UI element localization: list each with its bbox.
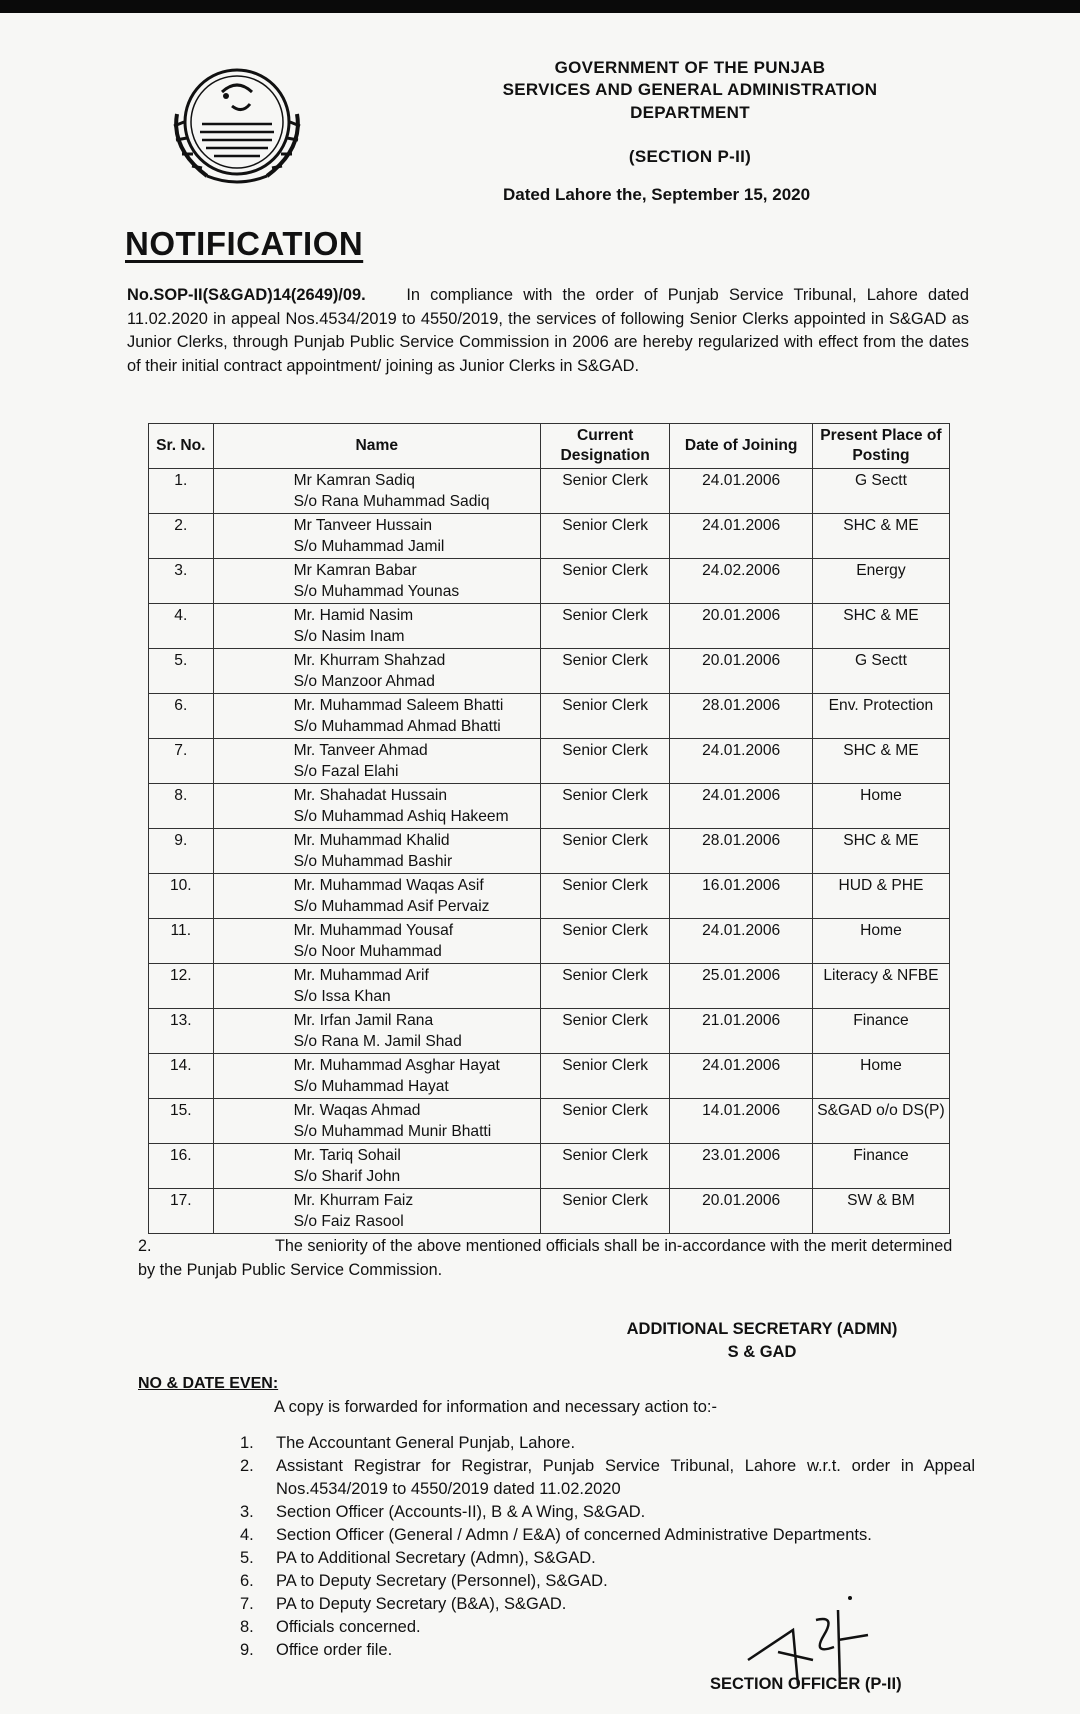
col-header-designation: Current Designation <box>540 424 669 469</box>
cell-designation: Senior Clerk <box>540 1054 669 1099</box>
cell-date-joining: 21.01.2006 <box>670 1009 812 1054</box>
employee-father-name: S/o Rana Muhammad Sadiq <box>293 493 490 510</box>
employee-father-name: S/o Manzoor Ahmad <box>293 673 435 690</box>
reference-number: No.SOP-II(S&GAD)14(2649)/09. <box>127 286 366 304</box>
cell-name <box>213 514 540 559</box>
header-date: Dated Lahore the, September 15, 2020 <box>503 185 811 204</box>
list-item-text: Office order file. <box>276 1641 393 1659</box>
list-item-number: 5. <box>240 1549 254 1567</box>
seniority-paragraph <box>138 1234 968 1282</box>
cell-name <box>213 1099 540 1144</box>
cell-sr: 13. <box>149 1009 214 1054</box>
document-title: NOTIFICATION <box>125 225 364 262</box>
cell-sr: 16. <box>149 1144 214 1189</box>
cell-place-posting: Home <box>812 919 949 964</box>
cell-date-joining: 23.01.2006 <box>670 1144 812 1189</box>
cell-name <box>213 1009 540 1054</box>
cell-place-posting: SHC & ME <box>812 739 949 784</box>
cell-name <box>213 919 540 964</box>
cell-date-joining: 28.01.2006 <box>670 829 812 874</box>
header-section: (SECTION P-II) <box>628 147 752 166</box>
col-header-place: Present Place of Posting <box>812 424 949 469</box>
list-item <box>240 1432 975 1455</box>
employee-name: Mr. Muhammad Khalid <box>293 832 450 849</box>
cell-designation: Senior Clerk <box>540 919 669 964</box>
cell-designation: Senior Clerk <box>540 874 669 919</box>
table-row <box>149 1099 950 1144</box>
cell-designation: Senior Clerk <box>540 784 669 829</box>
cell-place-posting: G Sectt <box>812 649 949 694</box>
table-row <box>149 739 950 784</box>
employee-name: Mr Tanveer Hussain <box>293 517 432 534</box>
punjab-government-seal-icon <box>162 64 312 194</box>
list-item <box>240 1501 975 1524</box>
employee-father-name: S/o Noor Muhammad <box>293 943 442 960</box>
cell-sr: 8. <box>149 784 214 829</box>
employee-name: Mr. Tariq Sohail <box>293 1147 401 1164</box>
cell-sr: 6. <box>149 694 214 739</box>
employee-name: Mr. Irfan Jamil Rana <box>293 1012 434 1029</box>
table-row <box>149 1009 950 1054</box>
table-header-row <box>149 424 950 469</box>
signature-block-additional-secretary <box>592 1318 932 1364</box>
table-row <box>149 1189 950 1234</box>
employee-name: Mr. Muhammad Arif <box>293 967 429 984</box>
cell-sr: 5. <box>149 649 214 694</box>
cell-date-joining: 25.01.2006 <box>670 964 812 1009</box>
cell-name <box>213 649 540 694</box>
cell-date-joining: 24.02.2006 <box>670 559 812 604</box>
table-row <box>149 604 950 649</box>
cell-place-posting: G Sectt <box>812 469 949 514</box>
forward-text: A copy is forwarded for information and necessary action to:- <box>274 1398 717 1416</box>
table-row <box>149 514 950 559</box>
cell-sr: 4. <box>149 604 214 649</box>
list-item-number: 2. <box>240 1457 254 1475</box>
cell-place-posting: Energy <box>812 559 949 604</box>
table-row <box>149 649 950 694</box>
cell-place-posting: Finance <box>812 1144 949 1189</box>
cell-designation: Senior Clerk <box>540 469 669 514</box>
cell-designation: Senior Clerk <box>540 649 669 694</box>
table-row <box>149 829 950 874</box>
header-department-cont: DEPARTMENT <box>630 103 750 122</box>
employee-father-name: S/o Rana M. Jamil Shad <box>293 1033 462 1050</box>
cell-designation: Senior Clerk <box>540 1144 669 1189</box>
list-item <box>240 1455 975 1501</box>
cell-name <box>213 1144 540 1189</box>
employee-father-name: S/o Muhammad Ahmad Bhatti <box>293 718 501 735</box>
cell-date-joining: 24.01.2006 <box>670 784 812 829</box>
cell-date-joining: 20.01.2006 <box>670 649 812 694</box>
col-header-date: Date of Joining <box>670 424 812 469</box>
table-row <box>149 559 950 604</box>
signatory-title: ADDITIONAL SECRETARY (ADMN) <box>626 1320 898 1338</box>
cell-designation: Senior Clerk <box>540 1009 669 1054</box>
employee-father-name: S/o Muhammad Jamil <box>293 538 445 555</box>
col-header-sr: Sr. No. <box>149 424 214 469</box>
cell-place-posting: Env. Protection <box>812 694 949 739</box>
employee-father-name: S/o Muhammad Ashiq Hakeem <box>293 808 509 825</box>
cell-date-joining: 20.01.2006 <box>670 604 812 649</box>
cell-sr: 17. <box>149 1189 214 1234</box>
employee-name: Mr. Muhammad Yousaf <box>293 922 454 939</box>
list-item <box>240 1547 975 1570</box>
cell-sr: 15. <box>149 1099 214 1144</box>
cell-date-joining: 24.01.2006 <box>670 469 812 514</box>
list-item-number: 6. <box>240 1572 254 1590</box>
notification-paragraph <box>127 284 969 378</box>
table-row <box>149 694 950 739</box>
cell-designation: Senior Clerk <box>540 1189 669 1234</box>
cell-date-joining: 24.01.2006 <box>670 514 812 559</box>
signatory-department: S & GAD <box>727 1343 797 1361</box>
cell-name <box>213 1189 540 1234</box>
paragraph-number: 2. <box>138 1237 152 1255</box>
employee-name: Mr. Khurram Shahzad <box>293 652 446 669</box>
cell-name <box>213 604 540 649</box>
employee-name: Mr. Khurram Faiz <box>293 1192 414 1209</box>
list-item-number: 7. <box>240 1595 254 1613</box>
cell-place-posting: Home <box>812 1054 949 1099</box>
cell-name <box>213 1054 540 1099</box>
employee-name: Mr. Shahadat Hussain <box>293 787 448 804</box>
cell-sr: 1. <box>149 469 214 514</box>
table-row <box>149 784 950 829</box>
cell-sr: 9. <box>149 829 214 874</box>
employee-father-name: S/o Muhammad Hayat <box>293 1078 449 1095</box>
cell-name <box>213 694 540 739</box>
cell-name <box>213 469 540 514</box>
cell-place-posting: S&GAD o/o DS(P) <box>812 1099 949 1144</box>
cell-sr: 11. <box>149 919 214 964</box>
cell-name <box>213 964 540 1009</box>
cell-designation: Senior Clerk <box>540 964 669 1009</box>
list-item-text: PA to Deputy Secretary (Personnel), S&GAD. <box>276 1572 608 1590</box>
col-header-name: Name <box>213 424 540 469</box>
cell-place-posting: Finance <box>812 1009 949 1054</box>
seniority-text: The seniority of the above mentioned officials shall be in-accordance with the merit determined by the Punjab Public Service Commission. <box>138 1237 953 1279</box>
cell-sr: 10. <box>149 874 214 919</box>
list-item-number: 9. <box>240 1641 254 1659</box>
employee-name: Mr. Hamid Nasim <box>293 607 414 624</box>
list-item-text: Section Officer (Accounts-II), B & A Wing, S&GAD. <box>276 1503 646 1521</box>
table-row <box>149 964 950 1009</box>
employee-name: Mr Kamran Sadiq <box>293 472 415 489</box>
cell-sr: 14. <box>149 1054 214 1099</box>
list-item-number: 8. <box>240 1618 254 1636</box>
cell-designation: Senior Clerk <box>540 514 669 559</box>
cell-name <box>213 739 540 784</box>
employee-name: Mr. Tanveer Ahmad <box>293 742 428 759</box>
cell-place-posting: SHC & ME <box>812 829 949 874</box>
employee-name: Mr. Muhammad Saleem Bhatti <box>293 697 504 714</box>
cell-date-joining: 20.01.2006 <box>670 1189 812 1234</box>
employee-name: Mr. Waqas Ahmad <box>293 1102 421 1119</box>
list-item-text: Section Officer (General / Admn / E&A) of concerned Administrative Departments. <box>276 1526 872 1544</box>
cell-place-posting: Home <box>812 784 949 829</box>
cell-name <box>213 829 540 874</box>
header-government: GOVERNMENT OF THE PUNJAB <box>554 58 826 77</box>
cell-designation: Senior Clerk <box>540 694 669 739</box>
cell-designation: Senior Clerk <box>540 829 669 874</box>
table-row <box>149 1144 950 1189</box>
list-item-number: 3. <box>240 1503 254 1521</box>
employee-father-name: S/o Muhammad Bashir <box>293 853 453 870</box>
list-item-text: Officials concerned. <box>276 1618 421 1636</box>
cell-designation: Senior Clerk <box>540 739 669 784</box>
cell-date-joining: 24.01.2006 <box>670 1054 812 1099</box>
cell-sr: 3. <box>149 559 214 604</box>
employee-father-name: S/o Sharif John <box>293 1168 401 1185</box>
employee-father-name: S/o Muhammad Asif Pervaiz <box>293 898 490 915</box>
signature-section-officer: SECTION OFFICER (P-II) <box>710 1675 902 1693</box>
employee-father-name: S/o Issa Khan <box>293 988 391 1005</box>
employee-father-name: S/o Muhammad Munir Bhatti <box>293 1123 492 1140</box>
table-row <box>149 469 950 514</box>
cell-place-posting: Literacy & NFBE <box>812 964 949 1009</box>
cell-date-joining: 24.01.2006 <box>670 919 812 964</box>
cell-date-joining: 14.01.2006 <box>670 1099 812 1144</box>
cell-place-posting: SHC & ME <box>812 604 949 649</box>
employee-father-name: S/o Faiz Rasool <box>293 1213 404 1230</box>
table-row <box>149 874 950 919</box>
cell-sr: 7. <box>149 739 214 784</box>
cell-name <box>213 784 540 829</box>
clerks-table <box>148 423 950 1234</box>
employee-father-name: S/o Fazal Elahi <box>293 763 399 780</box>
cell-name <box>213 559 540 604</box>
cell-place-posting: HUD & PHE <box>812 874 949 919</box>
cell-designation: Senior Clerk <box>540 1099 669 1144</box>
cell-date-joining: 16.01.2006 <box>670 874 812 919</box>
list-item-text: Assistant Registrar for Registrar, Punjab Service Tribunal, Lahore w.r.t. order in Appeal Nos.4534/2019 to 4550/2019 dated 11.02.2020 <box>276 1457 975 1498</box>
header-department: SERVICES AND GENERAL ADMINISTRATION <box>502 80 878 99</box>
cell-date-joining: 24.01.2006 <box>670 739 812 784</box>
list-item-number: 1. <box>240 1434 254 1452</box>
table-row <box>149 1054 950 1099</box>
employee-name: Mr Kamran Babar <box>293 562 417 579</box>
no-date-even-heading: NO & DATE EVEN: <box>138 1375 279 1392</box>
cell-place-posting: SHC & ME <box>812 514 949 559</box>
list-item-text: PA to Additional Secretary (Admn), S&GAD. <box>276 1549 596 1567</box>
table-row <box>149 919 950 964</box>
notification-text: In compliance with the order of Punjab Service Tribunal, Lahore dated 11.02.2020 in appeal Nos.4534/2019 to 4550/2019, the services of following Senior Clerks appointed in S&GAD as Junior Clerks, through Punjab Public Service Commission in 2006 are hereby regularized with effect from the dates of their initial contract appointment/ joining as Junior Clerks in S&GAD. <box>127 286 970 375</box>
list-item-text: The Accountant General Punjab, Lahore. <box>276 1434 576 1452</box>
cell-date-joining: 28.01.2006 <box>670 694 812 739</box>
cell-name <box>213 874 540 919</box>
list-item-text: PA to Deputy Secretary (B&A), S&GAD. <box>276 1595 567 1613</box>
list-item <box>240 1524 975 1547</box>
cell-designation: Senior Clerk <box>540 604 669 649</box>
employee-name: Mr. Muhammad Asghar Hayat <box>293 1057 500 1074</box>
top-dark-band <box>0 0 1080 13</box>
cell-place-posting: SW & BM <box>812 1189 949 1234</box>
cell-sr: 12. <box>149 964 214 1009</box>
list-item-number: 4. <box>240 1526 254 1544</box>
employee-father-name: S/o Muhammad Younas <box>293 583 460 600</box>
cell-designation: Senior Clerk <box>540 559 669 604</box>
employee-name: Mr. Muhammad Waqas Asif <box>293 877 484 894</box>
employee-father-name: S/o Nasim Inam <box>293 628 405 645</box>
cell-sr: 2. <box>149 514 214 559</box>
